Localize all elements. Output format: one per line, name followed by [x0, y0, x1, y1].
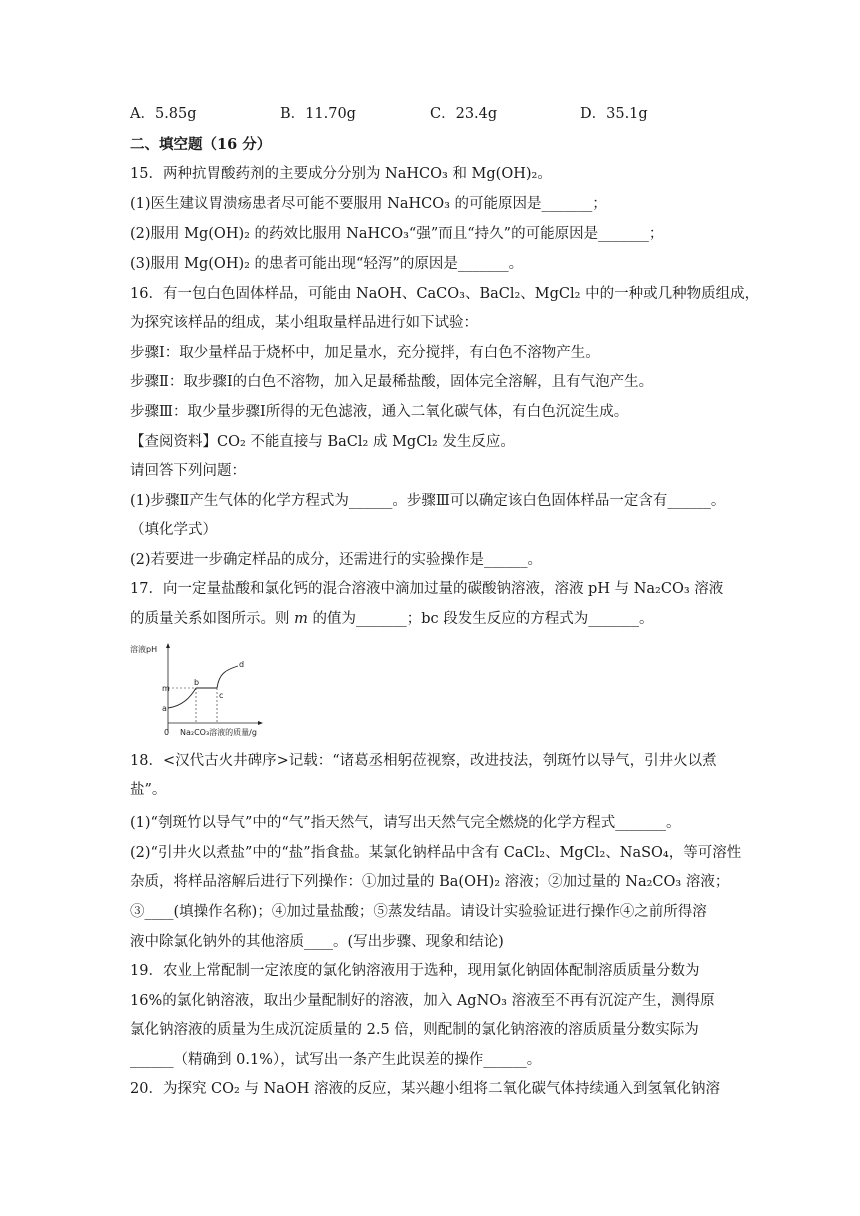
curve-a-b	[168, 688, 196, 708]
q16-part1: (1)步骤Ⅱ产生气体的化学方程式为______。步骤Ⅲ可以确定该白色固体样品一定含有______。	[130, 493, 726, 509]
q18-stem-line1: 18．<汉代古火井碑序>记载：“诸葛丞相躬莅视察，改进技法，刳斑竹以导气，引井火以煮	[130, 753, 717, 769]
section-title: 二、填空题（16 分）	[130, 136, 272, 153]
q16-info: 【查阅资料】CO₂ 不能直接与 BaCl₂ 成 MgCl₂ 发生反应。	[130, 434, 515, 450]
x-axis-label: Na₂CO₃溶液的质量/g	[180, 728, 257, 737]
q19-line4: ______（精确到 0.1%），试写出一条产生此误差的操作______。	[130, 1052, 542, 1068]
y-axis-label: 溶液pH	[130, 645, 158, 654]
q16-stem-line1: 16．有一包白色固体样品，可能由 NaOH、CaCO₃、BaCl₂、MgCl₂ 中的一种或几种物质组成，	[130, 286, 760, 302]
q16-step3: 步骤Ⅲ：取少量步骤Ⅰ所得的无色滤液，通入二氧化碳气体，有白色沉淀生成。	[130, 404, 629, 420]
origin-label: 0	[164, 728, 170, 737]
d-label: d	[239, 660, 245, 669]
q15-part1: (1)医生建议胃溃疡患者尽可能不要服用 NaHCO₃ 的可能原因是_______；	[130, 196, 607, 212]
option-a: A．5.85g	[130, 106, 197, 122]
c-label: c	[219, 691, 224, 700]
option-c: C．23.4g	[430, 106, 498, 122]
q19-line2: 16%的氯化钠溶液，取出少量配制好的溶液，加入 AgNO₃ 溶液至不再有沉淀产生，测得原	[130, 993, 715, 1009]
option-d: D．35.1g	[580, 106, 648, 122]
ph-curve-figure	[130, 640, 270, 740]
q16-part2: (2)若要进一步确定样品的成分，还需进行的实验操作是______。	[130, 552, 543, 568]
curve-c-d	[217, 666, 238, 688]
q18-stem-line2: 盐”。	[130, 782, 167, 798]
q15-stem: 15．两种抗胃酸药剂的主要成分分别为 NaHCO₃ 和 Mg(OH)₂。	[130, 166, 552, 182]
m-label: m	[162, 684, 170, 693]
x-axis-arrow	[258, 721, 263, 725]
q15-part3: (3)服用 Mg(OH)₂ 的患者可能出现“轻泻”的原因是_______。	[130, 256, 524, 272]
q16-step2: 步骤Ⅱ：取步骤Ⅰ的白色不溶物，加入足最稀盐酸，固体完全溶解，且有气泡产生。	[130, 374, 654, 390]
q18-part2-line4: 液中除氯化钠外的其他溶质____。(写出步骤、现象和结论)	[130, 934, 504, 950]
q17-stem-pre: 的质量关系如图所示。则	[130, 611, 295, 627]
q18-part2-line3: ③____(填操作名称)；④加过量盐酸；⑤蒸发结晶。请设计实验验证进行操作④之前所得溶	[130, 904, 707, 920]
q18-part2-line1: (2)“引井火以煮盐”中的“盐”指食盐。某氯化钠样品中含有 CaCl₂、MgCl₂、NaSO₄，等可溶性	[130, 845, 742, 861]
q16-prompt: 请回答下列问题：	[130, 463, 246, 479]
q17-stem-line1: 17．向一定量盐酸和氯化钙的混合溶液中滴加过量的碳酸钠溶液，溶液 pH 与 Na₂CO₃ 溶液	[130, 581, 724, 597]
q18-part2-line2: 杂质，将样品溶解后进行下列操作：①加过量的 Ba(OH)₂ 溶液；②加过量的 Na₂CO₃ 溶液；	[130, 874, 730, 890]
q16-step1: 步骤Ⅰ：取少量样品于烧杯中，加足量水，充分搅拌，有白色不溶物产生。	[130, 345, 600, 361]
q18-part1: (1)“刳斑竹以导气”中的“气”指天然气，请写出天然气完全燃烧的化学方程式_______。	[130, 815, 681, 831]
q19-line1: 19．农业上常配制一定浓度的氯化钠溶液用于选种，现用氯化钠固体配制溶质质量分数为	[130, 963, 700, 979]
q17-m-symbol: m	[294, 611, 308, 627]
q16-part1-note: （填化学式）	[130, 522, 217, 538]
q20-line1: 20．为探究 CO₂ 与 NaOH 溶液的反应，某兴趣小组将二氧化碳气体持续通入到氢氧化钠溶	[130, 1081, 721, 1097]
y-axis-arrow	[166, 643, 170, 648]
option-b: B．11.70g	[280, 106, 356, 122]
a-label: a	[162, 704, 167, 713]
q17-stem-line2	[130, 609, 750, 629]
q17-stem-post: 的值为_______；bc 段发生反应的方程式为_______。	[307, 611, 654, 627]
q19-line3: 氯化钠溶液的质量为生成沉淀质量的 2.5 倍，则配制的氯化钠溶液的溶质质量分数实际为	[130, 1022, 699, 1038]
b-label: b	[194, 678, 200, 687]
ph-curve-svg	[130, 640, 270, 740]
q16-stem-line2: 为探究该样品的组成，某小组取量样品进行如下试验：	[130, 315, 478, 331]
q15-part2: (2)服用 Mg(OH)₂ 的药效比服用 NaHCO₃“强”而且“持久”的可能原因是_______；	[130, 226, 664, 242]
